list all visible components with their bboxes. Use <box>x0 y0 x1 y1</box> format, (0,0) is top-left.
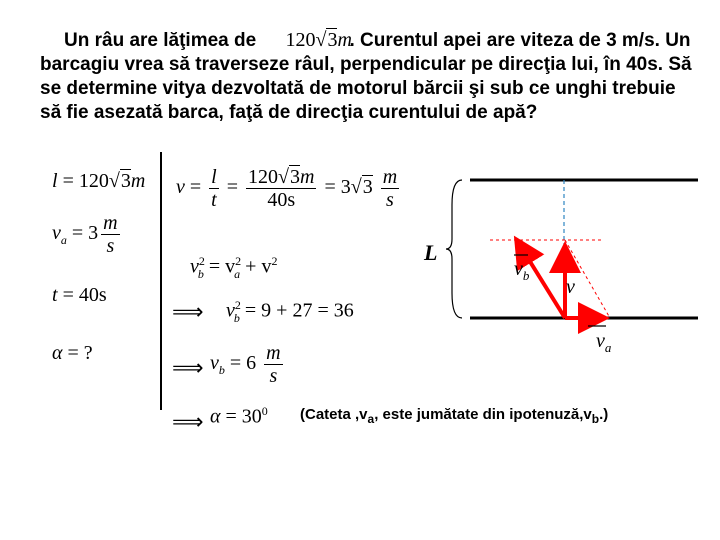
given-divider <box>160 152 162 410</box>
given-time: t = 40s <box>52 284 107 306</box>
width-brace <box>446 180 462 318</box>
river-width-expression: 120√3m <box>285 29 352 51</box>
given-length: l = 120√3m <box>52 170 146 192</box>
problem-statement <box>40 28 700 125</box>
explanation-note: (Cateta $,v_a$, este jumătate din $ipotenuză,v_b$.) <box>300 406 609 426</box>
label-va: $v_a$ <box>596 330 612 355</box>
problem-text-part1: Un râu are lăţimea de <box>64 30 257 51</box>
implies-arrow-1: ⟹ <box>172 300 204 325</box>
given-angle-unknown: α = ? <box>52 342 93 364</box>
implies-arrow-3: ⟹ <box>172 410 204 435</box>
problem-text-part2: . Curentul apei are viteza de 3 m/s. Un barcagiu vrea să traverseze râul, perpendicular pe direcţia lui, în 40s. Să se determine vitya dezvoltată de motorul bărcii şi sub ce unghi trebuie să fie asezată barca, faţă de direcţia curentului de apă? <box>40 30 692 123</box>
solution-vb-value: $v_b = 6$ $\frac{m}{s}$ <box>210 342 281 387</box>
solution-vb-squared: $v^2_b = 9 + 27 = 36$ <box>226 298 354 325</box>
given-current-speed: $v_a = 3$ $\frac{m}{s}$ <box>52 212 118 257</box>
label-v: v <box>566 276 575 298</box>
label-vb: $v_b$ <box>514 258 530 283</box>
label-L: L <box>424 240 438 265</box>
solution-speed-equation: v = $\frac{l}{t}$ = $\frac{120√3m}{40s}$ = 3√3 $\frac{m}{s}$ <box>176 166 398 211</box>
implies-arrow-2: ⟹ <box>172 356 204 381</box>
solution-pythagoras: $v^2_b = v^2_a + v^2$ <box>190 254 278 281</box>
solution-angle-value: $\alpha = 30^0$ <box>210 404 268 428</box>
vector-diagram <box>410 165 710 365</box>
